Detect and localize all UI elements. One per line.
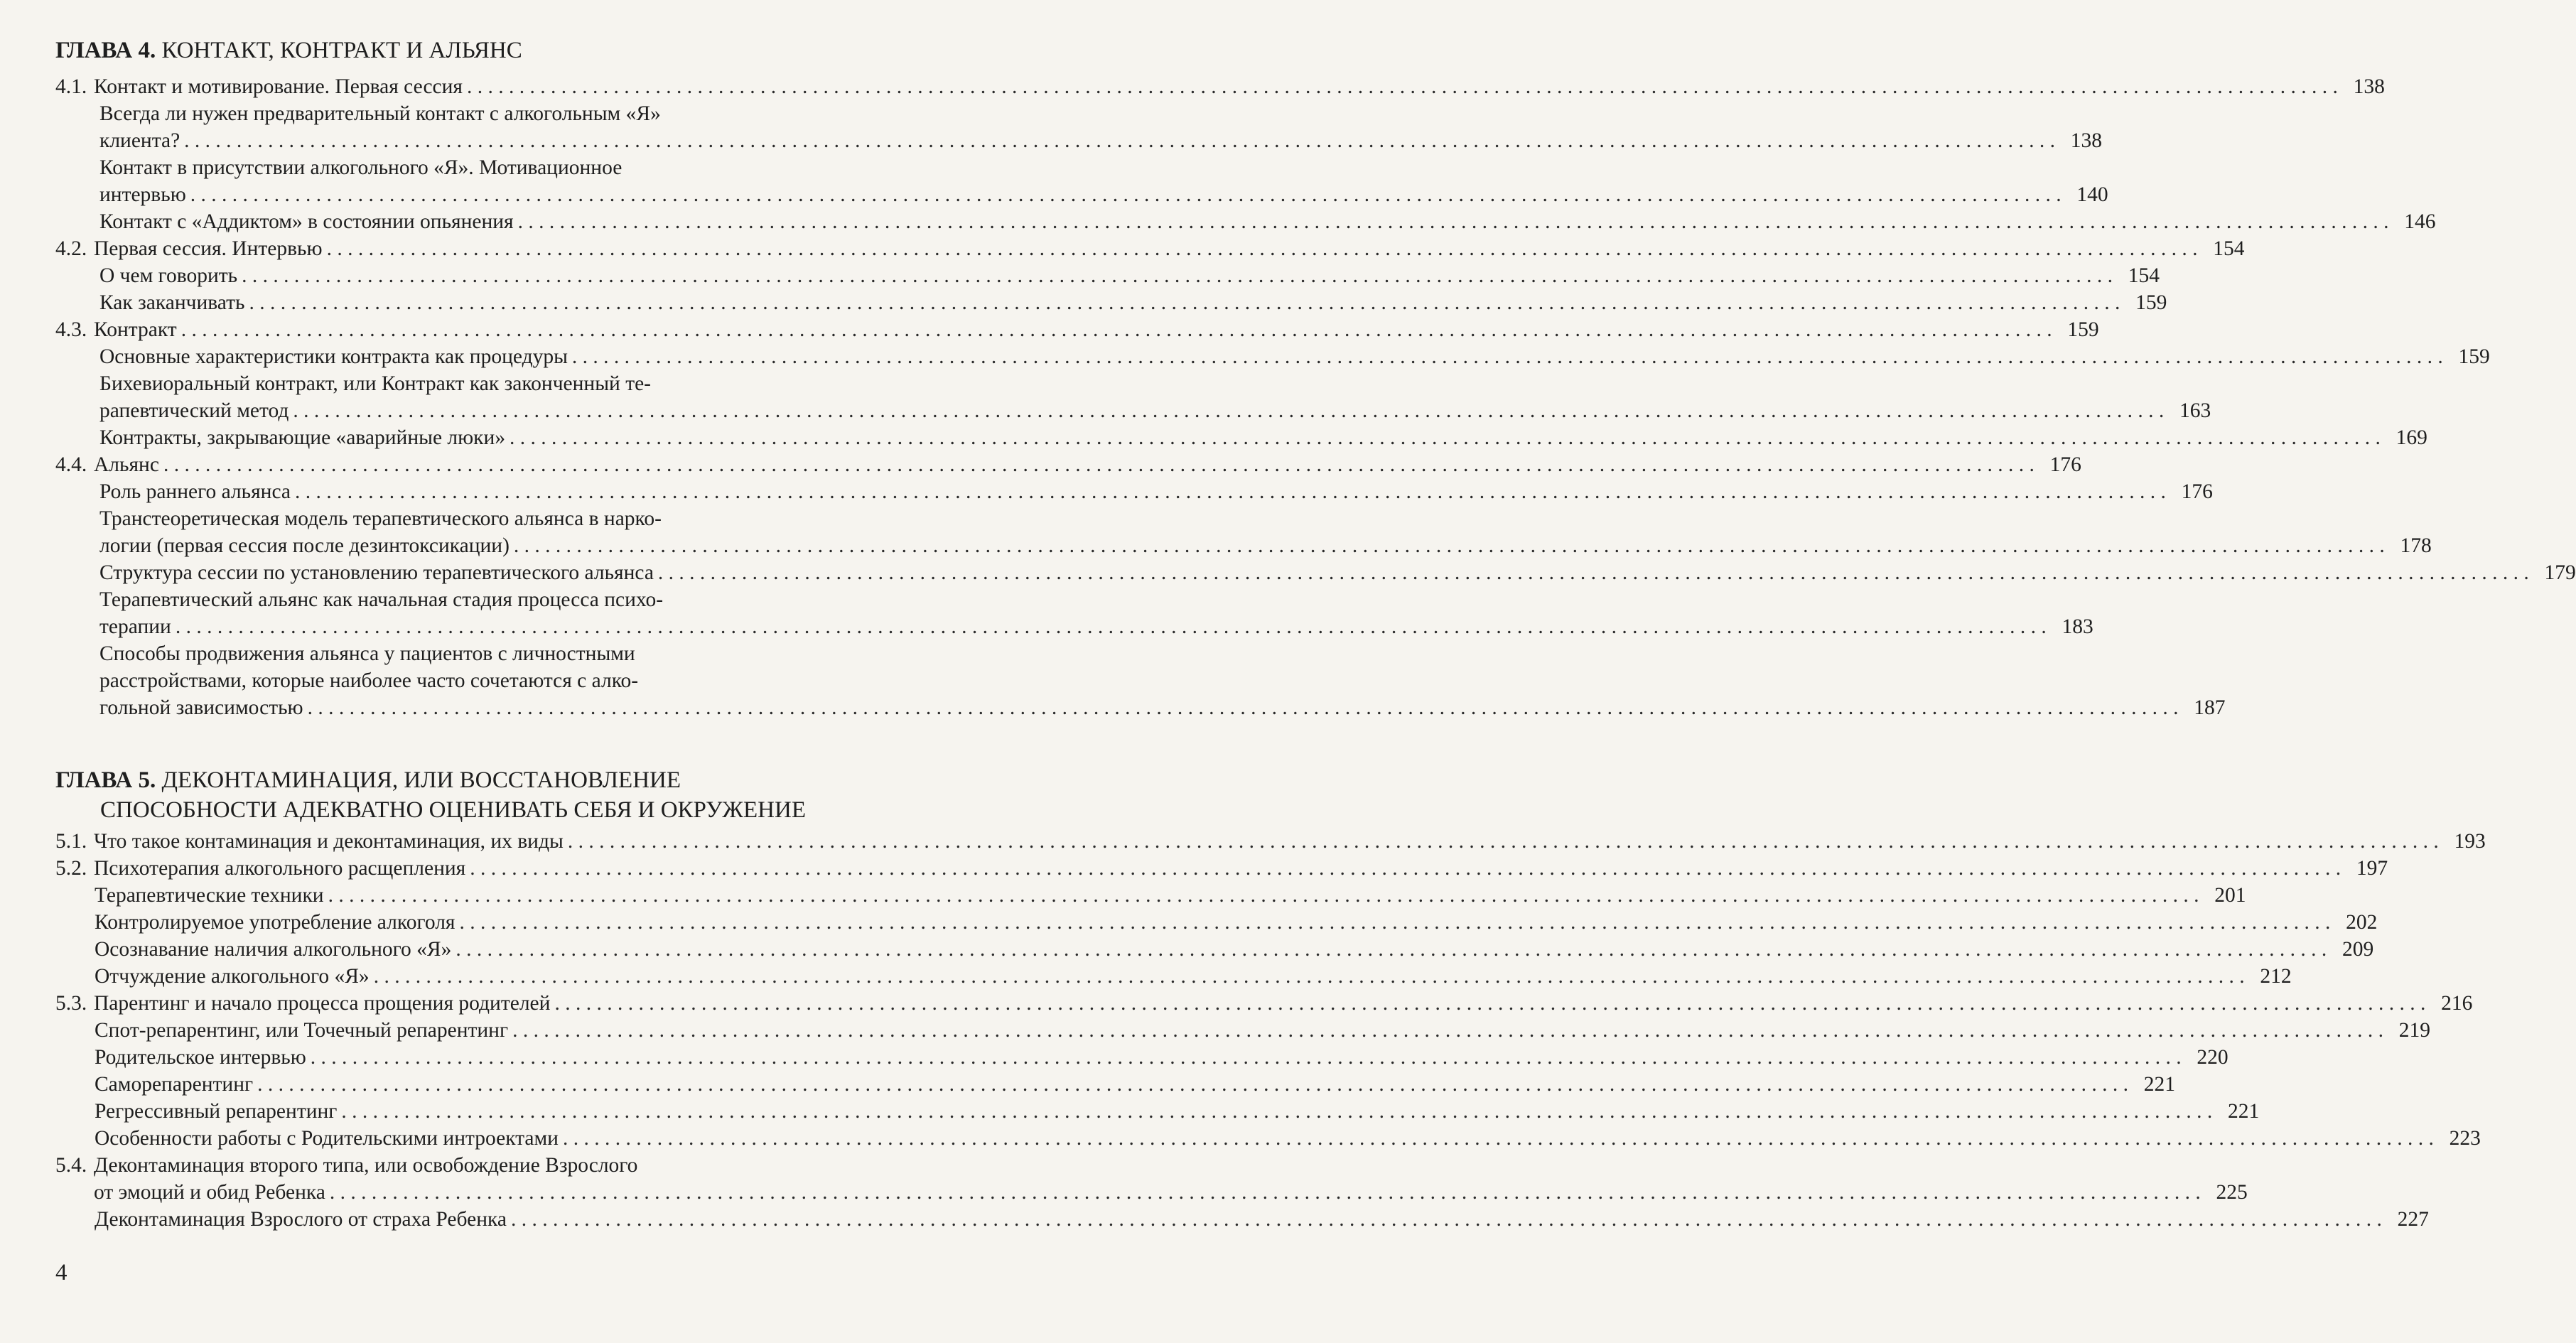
entry-row [55,613,2093,640]
dot-leader [163,451,2035,478]
page-number-ref: 187 [2194,696,2226,719]
toc-subsection-entry [55,478,2213,505]
entry-title: Основные характеристики контракта как процедуры [99,345,568,368]
toc-subsection-entry [55,963,2292,990]
entry-title: клиента? [99,129,180,152]
entry-row [55,1071,2175,1098]
entry-title-line: Всегда ли нужен предварительный контакт с алкогольным «Я» [99,102,661,125]
page-number-ref: 221 [2228,1100,2260,1123]
chapter-label: ГЛАВА 4. [55,38,156,63]
entry-title: Особенности работы с Родительскими интроектами [95,1127,559,1150]
entry-row [55,424,2427,451]
entry-row [55,909,2378,936]
entry-row [55,73,2385,100]
entry-title-line: Транстеоретическая модель терапевтического альянса в нарко- [99,507,662,530]
toc-subsection-entry [55,586,2093,640]
dot-leader [341,1098,2212,1125]
page-number-ref: 197 [2356,857,2388,880]
dot-leader [459,909,2330,936]
entry-title: Саморепарентинг [95,1073,254,1096]
entry-row [55,1125,2481,1152]
entry-title: Что такое контаминация и деконтаминация, их виды [94,830,564,853]
dot-leader [374,963,2245,990]
entry-title: рапевтический метод [99,399,289,422]
toc-subsection-entry [55,1044,2229,1071]
chapter-title: КОНТАКТ, КОНТРАКТ И АЛЬЯНС [161,38,522,63]
entry-row [55,208,2436,235]
page-number-ref: 201 [2214,884,2246,907]
dot-leader [563,1125,2434,1152]
page-number-ref: 138 [2070,129,2103,152]
toc-subsection-entry [55,154,2108,208]
entry-title: Контракт [94,318,177,341]
dot-leader [511,1206,2382,1233]
dot-leader [467,73,2338,100]
section-number: 5.2. [55,857,87,880]
toc-subsection-entry [55,909,2378,936]
dot-leader [554,990,2425,1017]
toc-subsection-entry [55,262,2160,289]
dot-leader [510,424,2381,451]
dot-leader [658,559,2529,586]
page-number-ref: 223 [2449,1127,2481,1150]
dot-leader [514,532,2385,559]
entry-title-line: Деконтаминация второго типа, или освобождение Взрослого [94,1154,638,1177]
entry-title: гольной зависимостью [99,696,303,719]
toc-section-entry [55,73,2385,100]
page-number-ref: 154 [2213,237,2245,260]
toc-subsection-entry [55,1206,2429,1233]
entry-title-line: расстройствами, которые наиболее часто сочетаются с алко- [99,669,639,692]
entry-row [55,855,2388,882]
entry-row [55,532,2432,559]
page-number-ref: 209 [2341,938,2374,961]
toc-subsection-entry [55,640,2226,721]
dot-leader [456,936,2327,963]
toc-section-entry [55,828,2486,855]
dot-leader [311,1044,2182,1071]
section-number: 5.4. [55,1154,87,1177]
page-number-ref: 159 [2135,291,2167,314]
toc-subsection-entry [55,505,2432,559]
dot-leader [242,262,2113,289]
chapter-label: ГЛАВА 5. [55,767,156,793]
page-number-ref: 183 [2062,615,2093,638]
entry-title: Контракты, закрывающие «аварийные люки» [99,426,506,449]
page-number-ref: 225 [2216,1181,2248,1204]
entry-row [55,451,2081,478]
page-number-ref: 178 [2400,534,2432,557]
page-number-ref: 176 [2181,480,2213,503]
entry-row [55,694,2226,721]
entry-title: логии (первая сессия после дезинтоксикации) [99,534,510,557]
entry-title: Контролируемое употребление алкоголя [95,911,456,934]
entry-title: от эмоций и обид Ребенка [94,1181,325,1204]
dot-leader [249,289,2120,316]
page-number-ref: 140 [2076,183,2108,206]
entry-row [55,963,2292,990]
page-number-ref: 221 [2143,1073,2175,1096]
entry-title: Осознавание наличия алкогольного «Я» [95,938,452,961]
entry-row [55,289,2167,316]
dot-leader [328,882,2199,909]
page-number-ref: 179 [2544,561,2576,584]
entry-title: О чем говорить [99,264,238,287]
dot-leader [572,343,2443,370]
dot-leader [568,828,2439,855]
toc-subsection-entry [55,936,2374,963]
toc-subsection-entry [55,882,2246,909]
toc-section-entry [55,235,2245,262]
entry-title: Отчуждение алкогольного «Я» [95,965,370,988]
entry-title-line: Терапевтический альянс как начальная стадия процесса психо- [99,588,664,611]
toc-subsection-entry [55,1125,2481,1152]
chapter-4-heading [55,36,833,65]
entry-row [55,990,2473,1017]
entry-row [55,181,2108,208]
entry-title: Психотерапия алкогольного расщепления [94,857,466,880]
entry-row [55,127,2103,154]
toc-subsection-entry [55,100,2103,154]
page-number-ref: 159 [2458,345,2490,368]
toc-subsection-entry [55,1071,2175,1098]
page-number-ref: 146 [2404,210,2436,233]
entry-row [55,316,2099,343]
entry-title-line [55,1152,833,1179]
section-number: 4.3. [55,318,87,341]
entry-row [55,559,2576,586]
entry-row [55,1179,2248,1206]
page-number-ref: 176 [2049,453,2081,476]
toc-section-entry [55,1152,2248,1206]
entry-title: терапии [99,615,171,638]
section-number: 4.2. [55,237,87,260]
dot-leader [327,235,2198,262]
dot-leader [184,127,2055,154]
entry-title-line: Контакт в присутствии алкогольного «Я». Мотивационное [99,156,623,179]
page-number-ref: 219 [2398,1019,2430,1042]
entry-row [55,262,2160,289]
page-number-ref: 138 [2353,75,2385,98]
toc-subsection-entry [55,370,2211,424]
dot-leader [330,1179,2201,1206]
entry-row [55,478,2213,505]
dot-leader [470,855,2341,882]
entry-title-line: Способы продвижения альянса у пациентов с личностными [99,642,635,665]
toc-subsection-entry [55,559,2576,586]
page-number-ref: 154 [2128,264,2160,287]
entry-row [55,1098,2260,1125]
toc-subsection-entry [55,208,2436,235]
entry-row [55,1206,2429,1233]
toc-section-entry [55,990,2473,1017]
dot-leader [308,694,2179,721]
entry-title: Как заканчивать [99,291,245,314]
entry-title: Контакт и мотивирование. Первая сессия [94,75,463,98]
page-number-ref: 216 [2441,992,2473,1015]
entry-title: Регрессивный репарентинг [95,1100,338,1123]
page-number-ref: 227 [2397,1208,2429,1231]
page-number-ref: 193 [2454,830,2486,853]
page-number: 4 [55,1260,68,1285]
entry-title: Структура сессии по установлению терапевтического альянса [99,561,654,584]
section-number: 4.1. [55,75,87,98]
entry-title-line: Бихевиоральный контракт, или Контракт как законченный те- [99,372,652,395]
entry-row [55,936,2374,963]
dot-leader [190,181,2062,208]
entry-title: интервью [99,183,186,206]
toc-subsection-entry [55,1098,2260,1125]
entry-row [55,397,2211,424]
page-number-ref: 169 [2396,426,2427,449]
entry-title: Деконтаминация Взрослого от страха Ребенка [95,1208,507,1231]
toc-section-entry [55,855,2388,882]
entry-row [55,882,2246,909]
section-number: 5.3. [55,992,87,1015]
dot-leader [293,397,2164,424]
toc-section-entry [55,316,2099,343]
dot-leader [181,316,2052,343]
dot-leader [518,208,2389,235]
dot-leader [257,1071,2128,1098]
entry-row [55,1017,2430,1044]
entry-row [55,828,2486,855]
chapter-title-line-2: СПОСОБНОСТИ АДЕКВАТНО ОЦЕНИВАТЬ СЕБЯ И ОКРУЖЕНИЕ [100,797,806,823]
entry-title: Альянс [94,453,159,476]
entry-title: Терапевтические техники [95,884,324,907]
entry-title: Контакт с «Аддиктом» в состоянии опьянения [99,210,514,233]
section-number: 5.1. [55,830,87,853]
entry-title: Родительское интервью [95,1046,306,1069]
toc-subsection-entry [55,1017,2430,1044]
entry-title: Первая сессия. Интервью [94,237,323,260]
entry-row [55,1044,2229,1071]
toc-section-entry [55,451,2081,478]
toc-subsection-entry [55,289,2167,316]
entry-row [55,235,2245,262]
page-number-ref: 220 [2197,1046,2229,1069]
page-number-ref: 163 [2179,399,2211,422]
chapter-5-heading [55,765,833,825]
entry-title: Роль раннего альянса [99,480,291,503]
page-number-ref: 159 [2067,318,2099,341]
section-number: 4.4. [55,453,87,476]
dot-leader [512,1017,2383,1044]
toc-subsection-entry [55,424,2427,451]
entry-title: Спот-репарентинг, или Точечный репарентинг [95,1019,509,1042]
entry-row [55,343,2490,370]
dot-leader [295,478,2166,505]
entry-title: Парентинг и начало процесса прощения родителей [94,992,551,1015]
dot-leader [176,613,2047,640]
toc-subsection-entry [55,343,2490,370]
page-number-ref: 212 [2260,965,2292,988]
page-number-ref: 202 [2346,911,2378,934]
chapter-title: ДЕКОНТАМИНАЦИЯ, ИЛИ ВОССТАНОВЛЕНИЕ [161,767,681,793]
